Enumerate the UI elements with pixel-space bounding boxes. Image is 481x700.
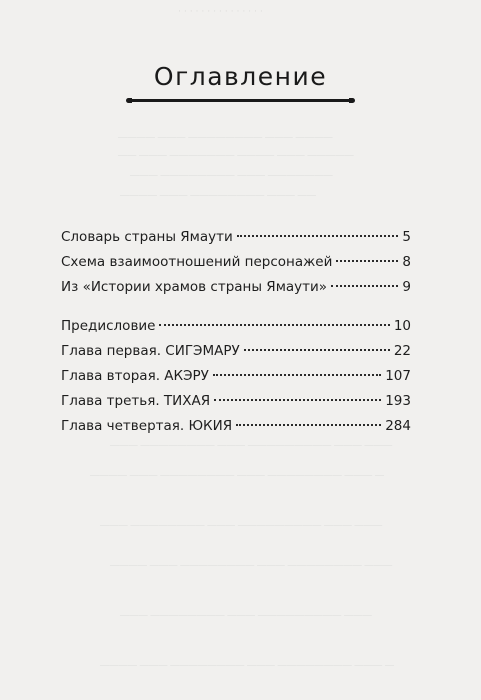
dot-leader: [159, 324, 389, 326]
toc-entry-label: Из «Истории храмов страны Ямаути»: [61, 279, 328, 295]
toc-entry-page: 107: [385, 368, 411, 384]
dot-leader: [213, 374, 381, 376]
page-title: Оглавление: [153, 62, 328, 91]
toc-entry-label: Глава первая. СИГЭМАРУ: [61, 343, 240, 359]
title-underline-rule: [128, 99, 353, 102]
toc-header: [0, 62, 481, 91]
dot-leader: [214, 399, 381, 401]
toc-entry-page: 22: [393, 343, 411, 359]
toc-entry-label: Схема взаимоотношений персонажей: [61, 254, 333, 270]
dot-leader: [331, 285, 398, 287]
reverse-side-imprint: · · · · · · · · · · · · · · ·: [178, 6, 264, 16]
toc-entry-page: 5: [402, 229, 411, 245]
toc-entry-label: Предисловие: [61, 318, 156, 334]
toc-entry-label: Глава вторая. АКЭРУ: [61, 368, 209, 384]
toc-entry[interactable]: [61, 393, 411, 418]
toc-entry[interactable]: [61, 229, 411, 254]
toc-entry-page: 9: [402, 279, 411, 295]
toc-entry-label: Глава четвертая. ЮКИЯ: [61, 418, 233, 434]
toc-chapters: [61, 318, 411, 443]
toc-front-matter: [61, 229, 411, 304]
toc-entry[interactable]: [61, 318, 411, 343]
dot-leader: [336, 260, 398, 262]
dot-leader: [237, 235, 399, 237]
toc-entry[interactable]: [61, 279, 411, 304]
dot-leader: [236, 424, 381, 426]
book-page: · · · · · · · · · · · · · · · ———— ——— ———————— ——— ———— —— ——— ——————— ———— ——— ————— ——— ———————— ——— ——————— ———— ——— ———————— ——— —— ——— ———————— ——— ————————— ——— ——— ———— ——— ———————— ——— ———————— ——— — ——— ———————— ——— ————————— ——— ——— ———— ——— ———————— ——— ———————— ——— ——— ———————— ——— ————————— ——— ———— ——— ———————— ——— ———————— ——— — Оглавление Словарь страны Ямаути 5 Схема взаимоотношений персонажей 8 Из «Истории храмов страны Ямаути» 9 Предисловие 10 Глава первая. СИГЭМАРУ 22 Глава вторая. АКЭРУ 107 Глава третья. ТИХАЯ 193 Глава четвертая. ЮКИЯ 284: [0, 0, 481, 700]
dot-leader: [244, 349, 390, 351]
toc-entry-page: 10: [393, 318, 411, 334]
toc-entry-label: Глава третья. ТИХАЯ: [61, 393, 211, 409]
toc-entry-page: 8: [402, 254, 411, 270]
toc-entry-page: 193: [385, 393, 411, 409]
toc-entry[interactable]: [61, 343, 411, 368]
toc-entry[interactable]: [61, 418, 411, 443]
toc-entry[interactable]: [61, 368, 411, 393]
toc-entry[interactable]: [61, 254, 411, 279]
toc-entry-label: Словарь страны Ямаути: [61, 229, 233, 245]
toc-entry-page: 284: [385, 418, 411, 434]
